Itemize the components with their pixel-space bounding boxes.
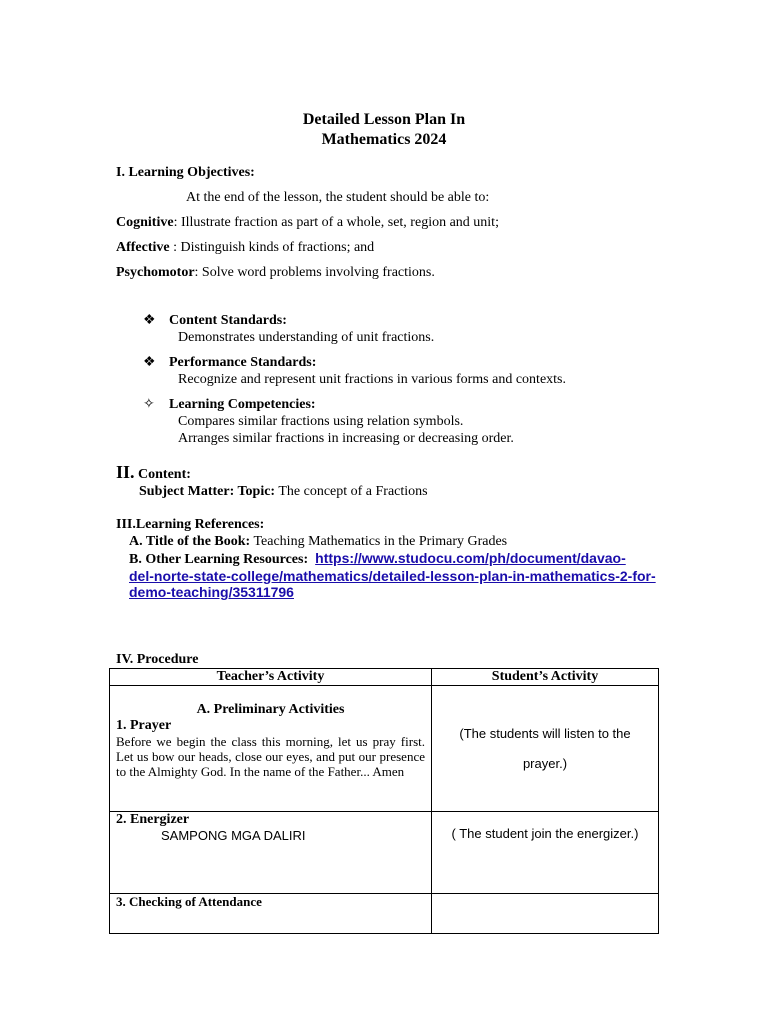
other-resources [129, 550, 626, 568]
attendance-student-cell [432, 894, 659, 934]
other-resources-label: B. Other Learning Resources: [129, 552, 309, 567]
prayer-student-cell [432, 686, 659, 812]
prayer-response-line1: (The students will listen to the [459, 725, 631, 741]
diamond-bullet-icon: ❖ [143, 313, 156, 328]
content-standards-label: Content Standards: [169, 313, 287, 328]
content-heading [116, 464, 191, 483]
objectives-intro: At the end of the lesson, the student should be able to: [186, 190, 490, 205]
energizer-student-cell [432, 812, 659, 894]
preliminary-activities-heading: A. Preliminary Activities [196, 702, 345, 717]
performance-standards-label: Performance Standards: [169, 355, 317, 370]
content-numeral: II. [116, 462, 135, 482]
subject-matter-text: The concept of a Fractions [275, 484, 428, 499]
book-title: Teaching Mathematics in the Primary Grades [250, 534, 508, 549]
resource-link-part1[interactable]: https://www.studocu.com/ph/document/davao- [315, 550, 626, 566]
subject-matter-label: Subject Matter: Topic: [139, 484, 276, 499]
content-standards-text: Demonstrates understanding of unit fractions. [178, 330, 435, 345]
student-activity-header: Student’s Activity [432, 669, 659, 686]
prayer-text: Before we begin the class this morning, let us pray first. Let us bow our heads, close our eyes, and put our presence to the Almighty God. In the name of the Father... Amen [116, 734, 425, 779]
doc-title-line2: Mathematics 2024 [321, 131, 447, 148]
table-header-row [110, 669, 659, 686]
four-point-star-bullet-icon: ✧ [143, 397, 155, 412]
learning-competencies-label: Learning Competencies: [169, 397, 316, 412]
psychomotor-objective [116, 264, 435, 281]
attendance-heading: 3. Checking of Attendance [116, 894, 262, 909]
table-row [110, 686, 659, 812]
affective-text: : Distinguish kinds of fractions; and [169, 240, 375, 255]
procedure-heading: IV. Procedure [116, 652, 199, 667]
book-label: A. Title of the Book: [129, 534, 251, 549]
cognitive-label: Cognitive [116, 215, 174, 230]
prayer-response-line2: prayer.) [522, 755, 568, 771]
resource-link-part2[interactable]: del-norte-state-college/mathematics/detailed-lesson-plan-in-mathematics-2-for- [129, 568, 656, 584]
teacher-activity-header: Teacher’s Activity [110, 669, 432, 686]
doc-title-line1: Detailed Lesson Plan In [302, 111, 466, 128]
performance-standards-text: Recognize and represent unit fractions in various forms and contexts. [178, 372, 566, 387]
affective-objective [116, 239, 374, 256]
prayer-teacher-cell [110, 686, 432, 812]
table-row [110, 812, 659, 894]
diamond-bullet-icon: ❖ [143, 355, 156, 370]
objectives-heading: I. Learning Objectives: [116, 165, 255, 180]
resource-link-part3[interactable]: demo-teaching/35311796 [129, 584, 294, 600]
table-row [110, 894, 659, 934]
cognitive-text: : Illustrate fraction as part of a whole, set, region and unit; [173, 215, 499, 230]
energizer-heading: 2. Energizer [116, 812, 190, 827]
energizer-text: SAMPONG MGA DALIRI [161, 828, 306, 843]
learning-competencies-text2: Arranges similar fractions in increasing or decreasing order. [178, 431, 514, 446]
affective-label: Affective [116, 240, 170, 255]
content-heading-text: Content: [134, 467, 191, 482]
psychomotor-text: : Solve word problems involving fractions. [194, 265, 435, 280]
cognitive-objective [116, 214, 499, 231]
psychomotor-label: Psychomotor [116, 265, 195, 280]
subject-matter [139, 483, 428, 500]
energizer-teacher-cell [110, 812, 432, 894]
book-reference [129, 533, 507, 550]
resource-link-line3-row [129, 584, 294, 602]
references-heading: III.Learning References: [116, 517, 265, 532]
procedure-table [109, 668, 659, 934]
learning-competencies-text1: Compares similar fractions using relation symbols. [178, 414, 464, 429]
attendance-teacher-cell [110, 894, 432, 934]
energizer-response: ( The student join the energizer.) [451, 826, 639, 841]
prayer-heading: 1. Prayer [116, 718, 172, 733]
